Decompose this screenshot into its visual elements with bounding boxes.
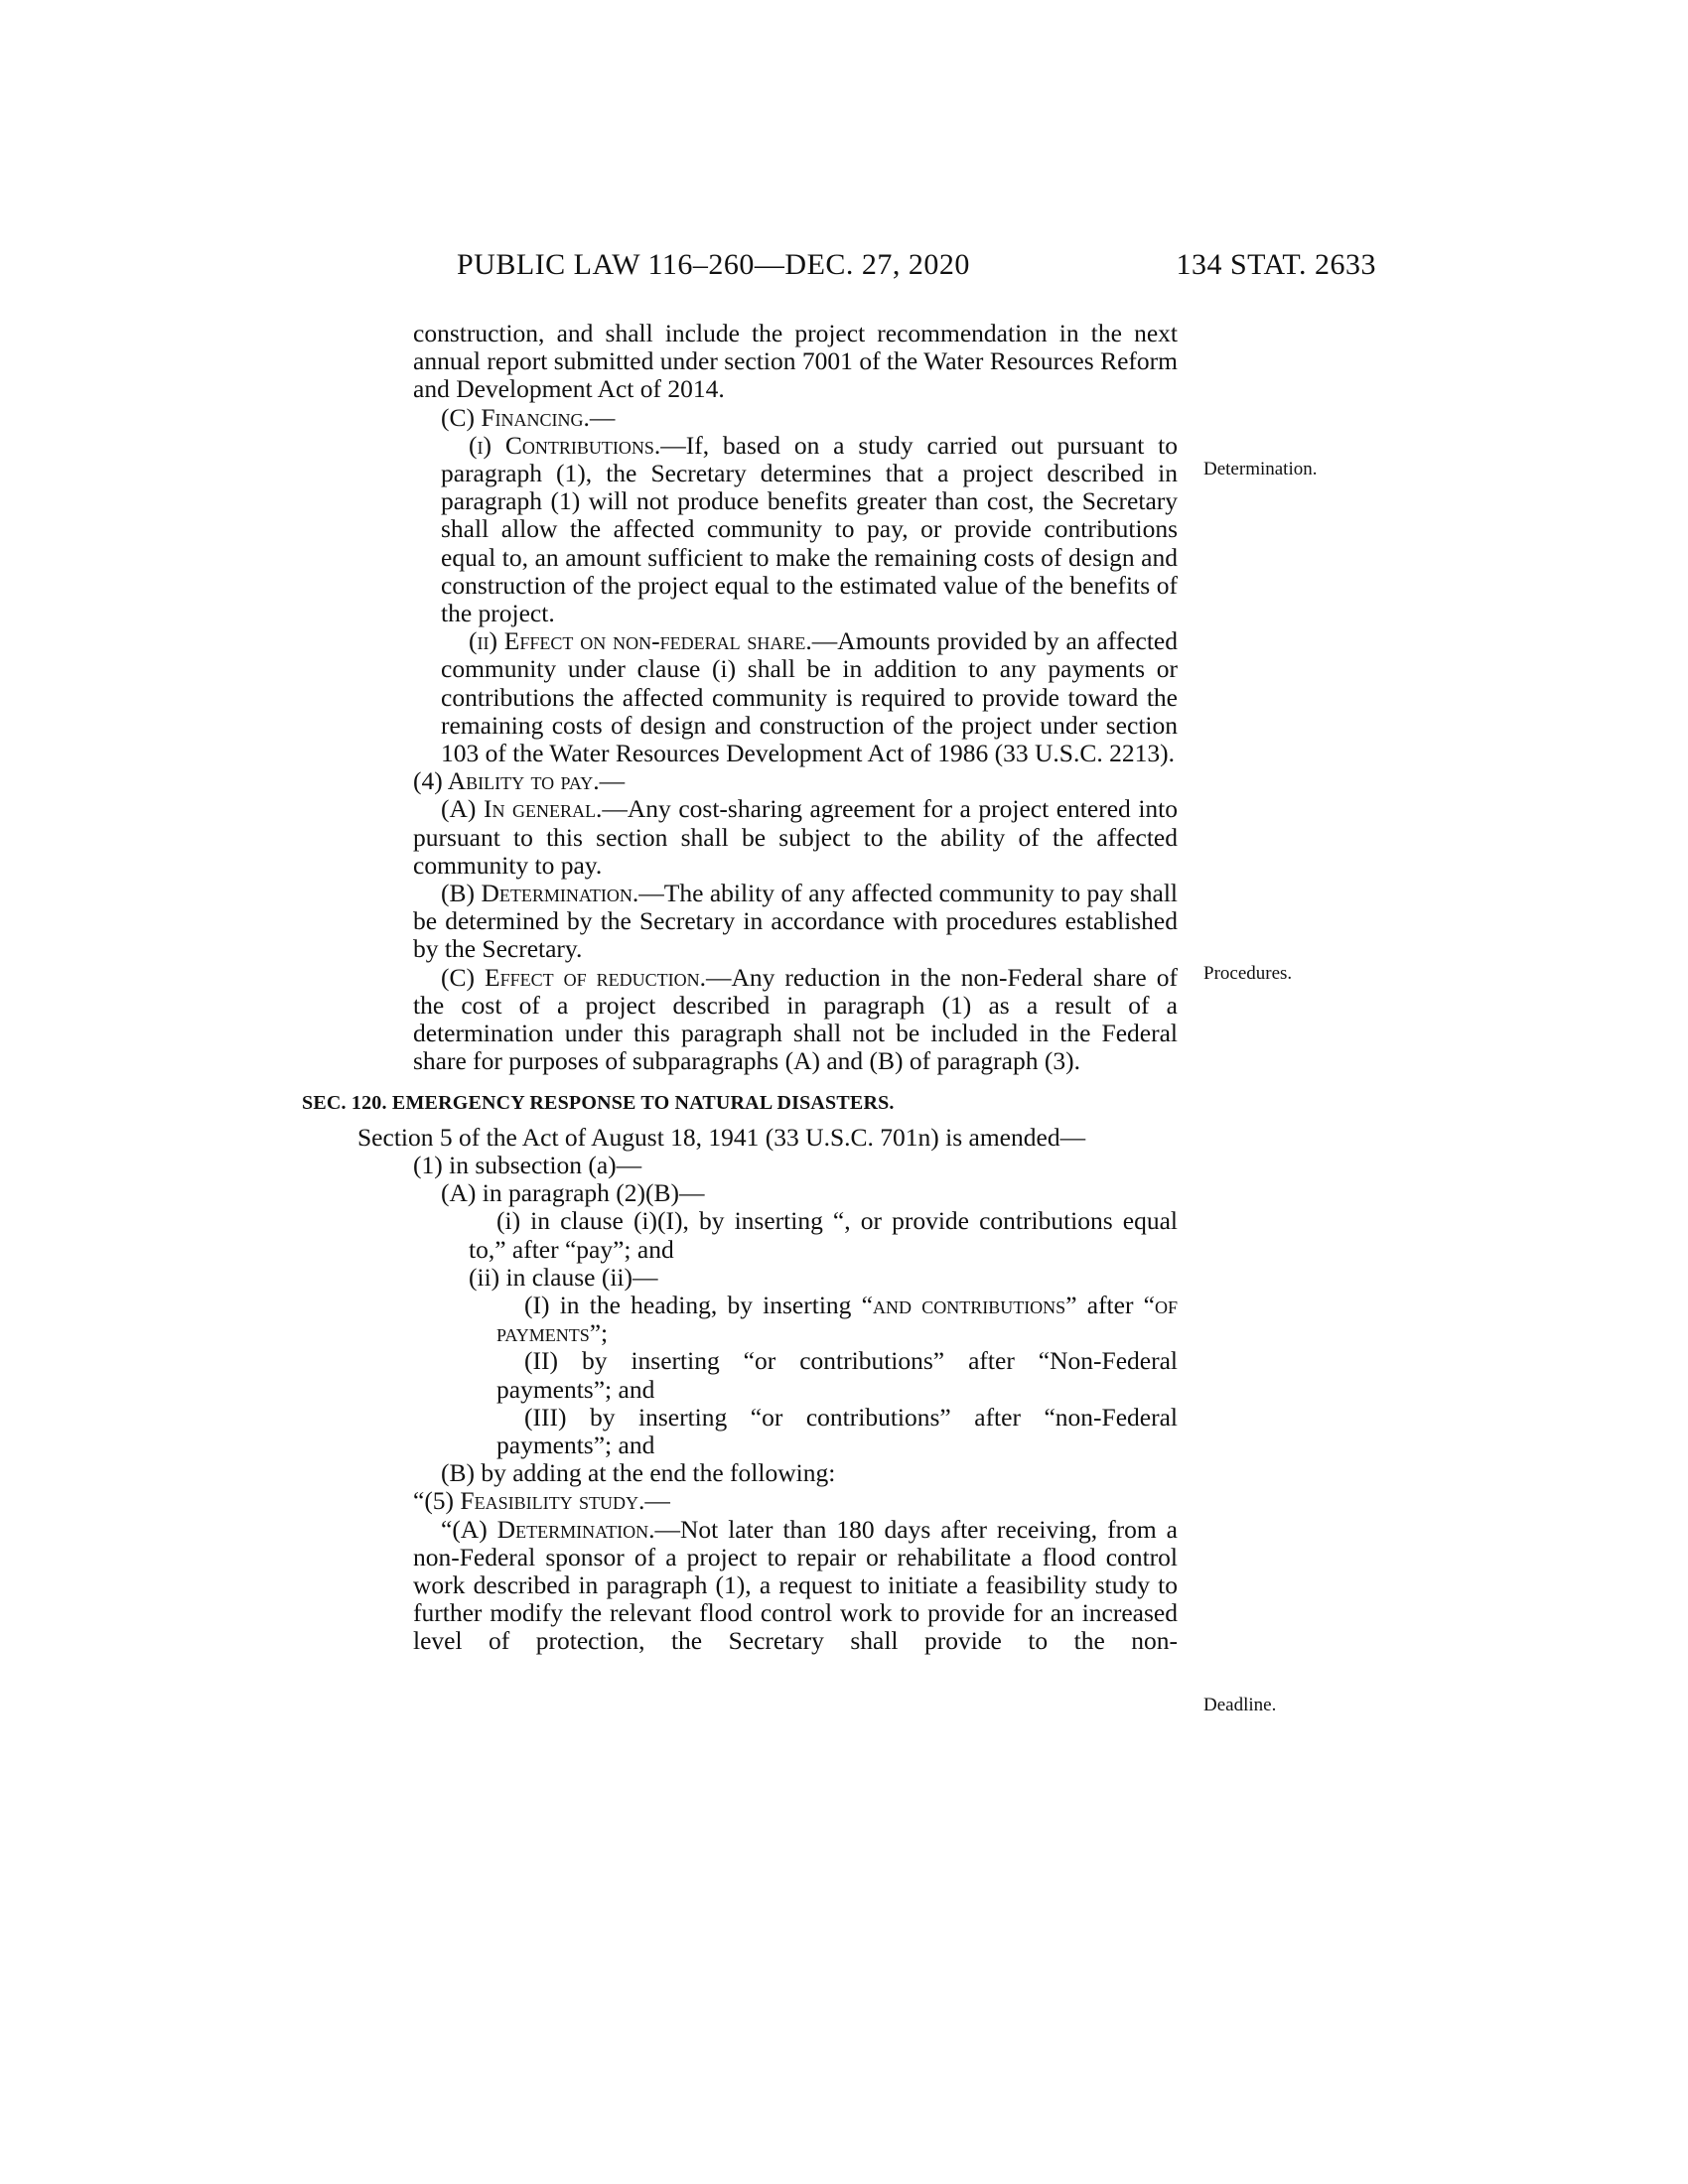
amendment-1a-ii-I <box>302 1292 1178 1347</box>
contributions-label: (i) Contributions.— <box>469 430 686 460</box>
quoted-subparagraph-5a <box>302 1516 1178 1656</box>
feasibility-study-label: “(5) Feasibility study.— <box>413 1486 670 1516</box>
margin-note-determination: Determination. <box>1203 459 1318 479</box>
quoted-paragraph-5 <box>302 1487 1178 1515</box>
public-law-citation: PUBLIC LAW 116–260—DEC. 27, 2020 <box>457 248 970 281</box>
ability-to-pay-label: (4) Ability to pay.— <box>413 766 626 796</box>
amendment-1b: (B) by adding at the end the following: <box>441 1458 836 1488</box>
document-body <box>302 320 1178 1656</box>
contributions-text: If, based on a study carried out pursuant to paragraph (1), the Secretary determines that a project described in paragraph (1) will not produce benefits greater than cost, the Secretary shall allow the affected community to pay, or provide contributions equal to, an amount sufficient to make the remaining costs of design and construction of the project equal to the estimated value of the benefits of the project. <box>441 430 1179 628</box>
section-120-heading: SEC. 120. EMERGENCY RESPONSE TO NATURAL DISASTERS. <box>302 1092 895 1115</box>
amendment-I-smallcaps-2: of payments <box>496 1290 1179 1348</box>
paragraph-construction: construction, and shall include the project recommendation in the next annual report submitted under section 7001 of the Water Resources Reform and Development Act of 2014. <box>413 319 1178 404</box>
effect-of-reduction-label: (C) Effect of reduction.— <box>441 962 732 992</box>
amendment-1a-ii-III: (III) by inserting “or contributions” after “non-Federal payments”; and <box>496 1402 1178 1459</box>
effect-text: Amounts provided by an affected community under clause (i) shall be in addition to any payments or contributions the affected community is required to provide toward the remaining costs of design and construction of the project under section 103 of the Water Resources Development Act of 1986 (33 U.S.C. 2213). <box>441 626 1178 768</box>
subparagraph-4a-in-general <box>302 795 1178 880</box>
in-general-label: (A) In general.— <box>441 794 628 824</box>
statute-page-number: 134 STAT. 2633 <box>1176 248 1376 281</box>
amendment-1a-ii-II: (II) by inserting “or contributions” after “Non-Federal payments”; and <box>496 1346 1178 1404</box>
amendment-I-smallcaps-1: and contributions <box>872 1290 1066 1319</box>
amendment-1a-ii: (ii) in clause (ii)— <box>469 1262 658 1292</box>
financing-label: (C) Financing.— <box>441 402 616 432</box>
paragraph-4-ability-to-pay <box>302 767 1178 795</box>
clause-i-contributions <box>302 432 1178 627</box>
determination-label: (B) Determination.— <box>441 879 664 908</box>
subparagraph-c-financing <box>302 404 1178 432</box>
in-general-text: Any cost-sharing agreement for a project entered into pursuant to this section shall be subject to the ability of the affected community to pay. <box>413 794 1178 880</box>
clause-ii-effect <box>302 627 1178 767</box>
determination-text: The ability of any affected community to pay shall be determined by the Secretary in accordance with procedures established by the Secretary. <box>413 879 1179 964</box>
amendment-1: (1) in subsection (a)— <box>413 1150 642 1179</box>
amendment-I-text-3: ”; <box>589 1318 609 1348</box>
subparagraph-4b-determination <box>302 880 1178 964</box>
amendment-I-text-1: (I) in the heading, by inserting “ <box>524 1290 873 1319</box>
subparagraph-4c-effect-of-reduction <box>302 964 1178 1076</box>
feasibility-determination-label: “(A) Determination.— <box>441 1514 680 1544</box>
feasibility-determination-text: Not later than 180 days after receiving, from a non-Federal sponsor of a project to repair or rehabilitate a flood control work described in paragraph (1), a request to initiate a feasibility study to further modify the relevant flood control work to provide for an increased level of protection, the Secretary shall provide to the non- <box>413 1514 1178 1656</box>
amendment-1a: (A) in paragraph (2)(B)— <box>441 1178 705 1208</box>
margin-note-procedures: Procedures. <box>1203 963 1293 984</box>
amendment-I-text-2: ” after “ <box>1065 1290 1155 1319</box>
margin-note-deadline: Deadline. <box>1203 1695 1277 1715</box>
amendment-1a-i: (i) in clause (i)(I), by inserting “, or provide contributions equal to,” after “pay”; and <box>469 1206 1178 1264</box>
effect-of-reduction-text: Any reduction in the non-Federal share of the cost of a project described in paragraph (1) as a result of a determination under this paragraph shall not be included in the Federal share for purposes of subparagraphs (A) and (B) of paragraph (3). <box>413 962 1178 1076</box>
effect-label: (ii) Effect on non-federal share.— <box>469 626 838 656</box>
section-120-intro: Section 5 of the Act of August 18, 1941 (33 U.S.C. 701n) is amended— <box>357 1122 1086 1152</box>
